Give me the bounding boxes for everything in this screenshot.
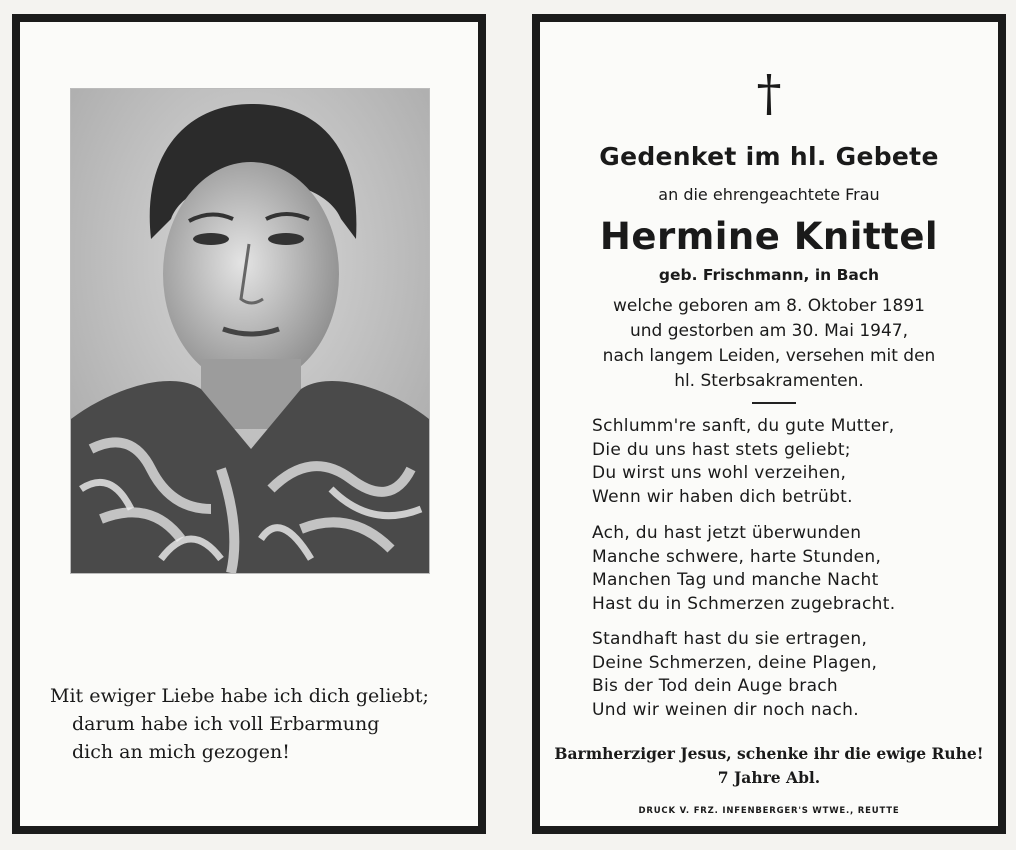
poem-stanza xyxy=(592,522,895,616)
poem-stanza xyxy=(592,415,894,509)
portrait-image xyxy=(71,89,429,573)
poem-line: Ach, du hast jetzt überwunden xyxy=(592,523,862,543)
poem-line: Schlumm're sanft, du gute Mutter, xyxy=(592,416,895,436)
left-card xyxy=(12,14,486,834)
poem-line: Die du uns hast stets geliebt; xyxy=(592,439,851,460)
indulgence-note: 7 Jahre Abl. xyxy=(717,768,821,787)
verse-line-1: Mit ewiger Liebe habe ich dich geliebt; xyxy=(50,685,429,707)
dates-line: welche geboren am 8. Oktober 1891 xyxy=(613,296,925,316)
portrait-photo xyxy=(70,88,430,574)
intro-text: an die ehrengeachtete Frau xyxy=(658,185,880,204)
dates-line: nach langem Leiden, versehen mit den xyxy=(602,346,936,366)
cross-icon: † xyxy=(756,64,782,122)
poem-line: Und wir weinen dir noch nach. xyxy=(592,699,859,720)
poem-line: Bis der Tod dein Auge brach xyxy=(592,676,839,696)
prayer-line: Barmherziger Jesus, schenke ihr die ewige Ruhe! xyxy=(554,744,984,763)
poem-line: Du wirst uns wohl verzeihen, xyxy=(592,463,847,483)
divider xyxy=(752,402,796,404)
poem-line: Standhaft hast du sie ertragen, xyxy=(592,629,868,649)
poem-stanza xyxy=(592,628,877,722)
right-card xyxy=(532,14,1006,834)
dates-line: und gestorben am 30. Mai 1947, xyxy=(629,321,909,341)
poem-line: Manchen Tag und manche Nacht xyxy=(592,570,879,590)
verse-line-2: darum habe ich voll Erbarmung xyxy=(72,713,380,735)
verse-line-3: dich an mich gezogen! xyxy=(72,741,290,763)
poem-line: Wenn wir haben dich betrübt. xyxy=(592,486,853,507)
poem-line: Deine Schmerzen, deine Plagen, xyxy=(592,652,878,673)
poem-line: Hast du in Schmerzen zugebracht. xyxy=(592,593,896,614)
deceased-name: Hermine Knittel xyxy=(599,215,939,258)
bible-verse xyxy=(50,682,470,766)
life-dates xyxy=(540,294,998,394)
maiden-name: geb. Frischmann, in Bach xyxy=(658,266,880,284)
heading: Gedenket im hl. Gebete xyxy=(599,142,939,171)
poem-line: Manche schwere, harte Stunden, xyxy=(592,546,882,567)
dates-line: hl. Sterbsakramenten. xyxy=(674,371,864,391)
printer-imprint: DRUCK V. FRZ. INFENBERGER'S WTWE., REUTTE xyxy=(638,806,900,816)
